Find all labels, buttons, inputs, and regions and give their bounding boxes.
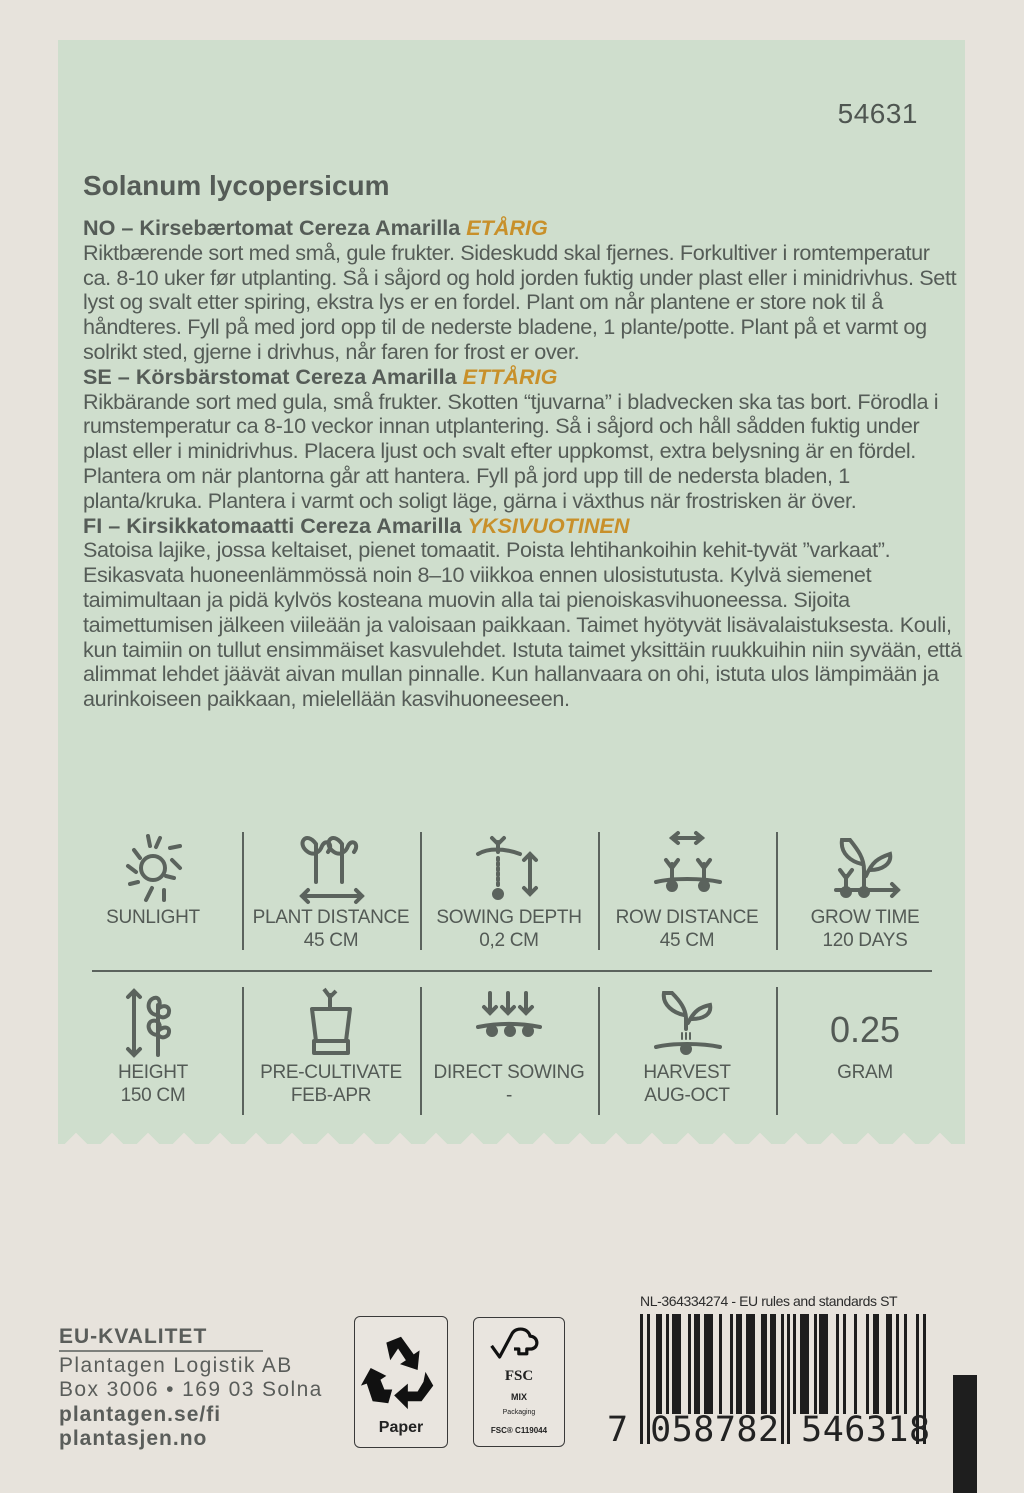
info-value: FEB-APR	[290, 1085, 372, 1106]
info-height	[64, 985, 242, 1125]
company-name: Plantagen Logistik AB	[59, 1353, 293, 1377]
section-text: Rikbärande sort med gula, små frukter. Skotten “tjuvarna” i bladvecken ska tas bort. Förodla i rumstemperatur ca 8-10 veckor innan utplantering. Så i såjord och håll sådden fuktig under plast eller i minidrivhus. Placera ljust och svalt efter uppkomst, extra belysning är en fördel. Plantera om när plantorna går att hantera. Fyll på jord upp till de nedersta bladen, 1 planta/kruka. Plantera i varmt och soligt läge, gärna i växthus när frostrisken är över.	[83, 388, 939, 513]
plant-distance-icon	[286, 830, 376, 906]
info-value: AUG-OCT	[644, 1085, 730, 1106]
sowing-depth-icon	[464, 830, 554, 906]
print-registration-mark	[953, 1375, 977, 1493]
info-label: DIRECT SOWING	[433, 1062, 585, 1083]
info-grow-time	[776, 830, 954, 960]
fsc-badge	[473, 1317, 565, 1447]
info-label: HEIGHT	[118, 1062, 188, 1083]
company-info	[59, 1325, 323, 1452]
info-label: PLANT DISTANCE	[252, 907, 410, 928]
growing-info-row-1	[64, 830, 954, 960]
row-distance-icon	[642, 830, 732, 906]
info-value: 0,2 CM	[479, 930, 539, 951]
section-heading: SE – Körsbärstomat Cereza Amarilla	[83, 363, 457, 389]
info-label: HARVEST	[643, 1062, 731, 1083]
info-value: 45 CM	[659, 930, 715, 951]
zigzag-edge	[58, 1122, 965, 1144]
info-plant-distance	[242, 830, 420, 960]
recycle-paper-badge	[354, 1316, 448, 1448]
info-label: GROW TIME	[810, 907, 920, 928]
seed-weight-value: 0.25	[829, 1009, 901, 1050]
info-value: -	[505, 1085, 513, 1106]
info-label: GRAM	[837, 1062, 893, 1083]
info-sowing-depth	[420, 830, 598, 960]
section-text: Satoisa lajike, jossa keltaiset, pienet tomaatit. Poista lehtihankoihin kehit-tyvät ”varkaat”. Esikasvata huoneenlämmössä noin 8–10 viikkoa ennen ulosistutusta. Kylvä siemenet taimimultaan ja pidä kylvös kosteana muovin alla tai pienoiskasvihuoneessa. Sijoita taimettumisen jälkeen viileään ja valoisaan paikkaan. Taimet hyötyvät lisävalaistuksesta. Kouli, kun taimiin on tullut ensimmäiset kasvulehdet. Istuta taimet yksittäin ruukkuihin niin syvään, että alimmat lehdet jäävät aivan mullan pinnalle. Kun hallanvaara on ohi, istuta ulos lämpimään ja aurinkoiseen paikkaan, mielellään kasvihuoneeseen.	[83, 537, 962, 712]
section-fi	[83, 514, 963, 712]
info-label: ROW DISTANCE	[615, 907, 759, 928]
grow-time-icon	[820, 830, 910, 906]
direct-sowing-icon	[464, 985, 554, 1061]
latin-name: Solanum lycopersicum	[83, 170, 390, 201]
barcode-note: NL-364334274 - EU rules and standards ST	[640, 1293, 898, 1309]
recycle-label: Paper	[378, 1419, 424, 1436]
info-value: 45 CM	[303, 930, 359, 951]
info-direct-sowing	[420, 985, 598, 1125]
sku-number: 54631	[837, 98, 918, 129]
barcode-number: 7 058782 546318	[607, 1410, 931, 1450]
description-block	[83, 216, 963, 712]
info-label: SOWING DEPTH	[436, 907, 582, 928]
pre-cultivate-pot-icon	[286, 985, 376, 1061]
annual-tag: ETÅRIG	[466, 215, 548, 240]
fsc-code: FSC® C119044	[490, 1426, 548, 1435]
info-label: SUNLIGHT	[106, 907, 200, 928]
fsc-name: FSC	[504, 1368, 534, 1384]
company-address: Box 3006 • 169 03 Solna	[59, 1378, 323, 1401]
info-pre-cultivate	[242, 985, 420, 1125]
website-link-no[interactable]: plantasjen.no	[59, 1427, 208, 1450]
info-value: 120 DAYS	[822, 930, 908, 951]
fsc-sub: Packaging	[502, 1409, 536, 1416]
recycle-icon	[357, 1325, 445, 1413]
annual-tag: YKSIVUOTINEN	[467, 512, 630, 538]
divider	[92, 970, 932, 972]
section-no	[83, 216, 963, 365]
info-gram	[776, 985, 954, 1125]
harvest-sprout-icon	[642, 985, 732, 1061]
height-icon	[108, 985, 198, 1061]
growing-info-row-2	[64, 985, 954, 1125]
info-label: PRE-CULTIVATE	[260, 1062, 402, 1083]
fsc-tree-icon	[482, 1324, 554, 1366]
section-se	[83, 365, 963, 514]
section-text: Riktbærende sort med små, gule frukter. Sideskudd skal fjernes. Forkultiver i romtemperatur ca. 8-10 uker før utplanting. Så i såjord og hold jorden fuktig under plast eller i minidrivhus. Sett lyst og svalt etter spiring, ekstra lys er en fordel. Plant om når plantene er store nok til å håndteres. Fyll på med jord opp til de nederste bladene, 1 plante/potte. Plant på et varmt og solrikt sted, gjerne i drivhus, når faren for frost er over.	[83, 239, 957, 364]
section-heading: NO – Kirsebærtomat Cereza Amarilla	[83, 215, 461, 240]
sun-icon	[108, 830, 198, 906]
info-sunlight	[64, 830, 242, 960]
quality-mark: EU-KVALITET	[59, 1325, 263, 1352]
fsc-type: MIX	[510, 1392, 527, 1402]
info-value: 150 CM	[120, 1085, 186, 1106]
annual-tag: ETTÅRIG	[462, 363, 558, 389]
section-heading: FI – Kirsikkatomaatti Cereza Amarilla	[83, 512, 462, 538]
website-link-fi[interactable]: plantagen.se/fi	[59, 1402, 222, 1426]
info-row-distance	[598, 830, 776, 960]
info-harvest	[598, 985, 776, 1125]
